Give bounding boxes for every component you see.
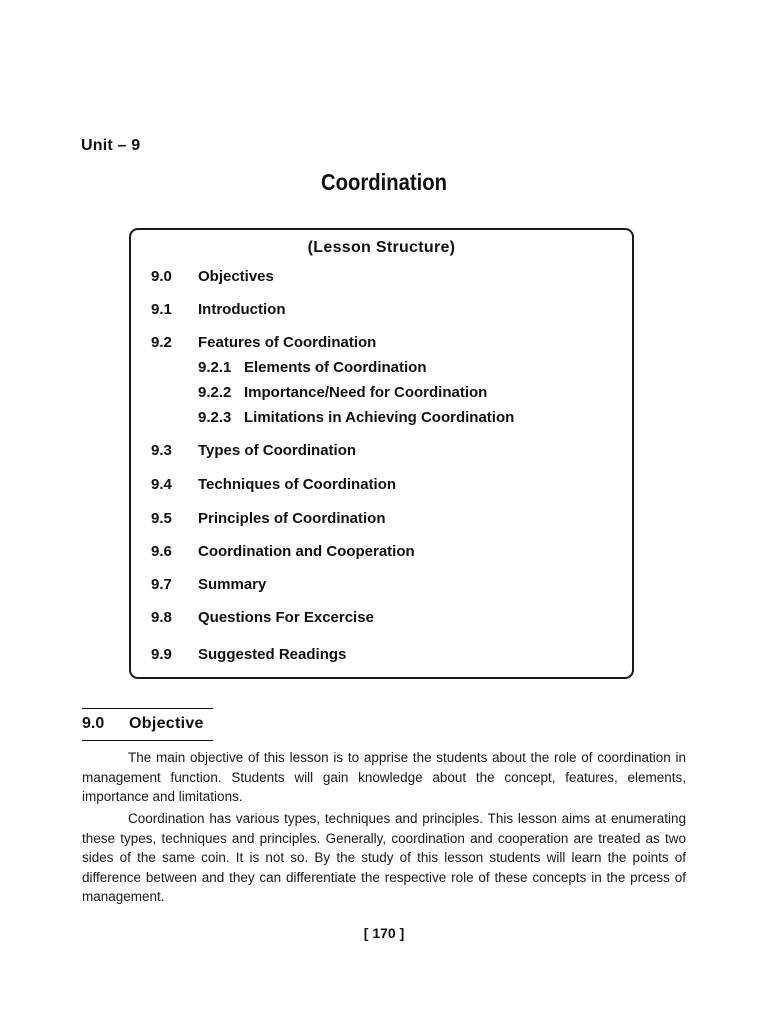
toc-item-label: Summary <box>198 576 267 593</box>
page-title: Coordination <box>321 169 447 195</box>
toc-item-label: Questions For Excercise <box>198 609 374 626</box>
lesson-structure-heading: (Lesson Structure) <box>307 239 456 256</box>
toc-item-number: 9.7 <box>151 576 172 593</box>
toc-item-number: 9.2.3 <box>198 409 232 426</box>
toc-item-number: 9.8 <box>151 609 172 626</box>
page-number: [ 170 ] <box>363 925 405 941</box>
section-number: 9.0 <box>82 715 105 732</box>
toc-item-number: 9.1 <box>151 301 172 318</box>
toc-item-label: Suggested Readings <box>198 646 347 663</box>
toc-item-label: Limitations in Achieving Coordination <box>244 409 515 426</box>
objective-paragraph-1: The main objective of this lesson is to apprise the students about the role of coordination in management function. Students will gain knowledge about the concept, features, elements, importance and limitations. <box>82 750 686 804</box>
toc-item-label: Elements of Coordination <box>244 359 427 376</box>
toc-item-label: Features of Coordination <box>198 334 377 351</box>
toc-item-label: Coordination and Cooperation <box>198 543 415 560</box>
lesson-structure-box <box>129 228 634 679</box>
toc-item-label: Importance/Need for Coordination <box>244 384 488 401</box>
toc-item-number: 9.5 <box>151 510 172 527</box>
toc-item-number: 9.2.2 <box>198 384 232 401</box>
toc-item-label: Introduction <box>198 301 286 318</box>
toc-item-number: 9.3 <box>151 442 172 459</box>
toc-item-number: 9.2.1 <box>198 359 232 376</box>
section-title: Objective <box>129 715 204 732</box>
toc-item-number: 9.9 <box>151 646 172 663</box>
toc-item-number: 9.6 <box>151 543 172 560</box>
unit-label: Unit – 9 <box>81 137 141 154</box>
toc-item-label: Objectives <box>198 268 274 285</box>
objective-section-heading <box>82 708 213 741</box>
objective-paragraph-2: Coordination has various types, techniques and principles. This lesson aims at enumerating these types, techniques and principles. Generally, coordination and cooperation are treated as two sides of the same coin. It is not so. By the study of this lesson students will learn the points of difference between and they can differentiate the respective role of these concepts in the prcess of management. <box>82 811 686 904</box>
toc-item-label: Principles of Coordination <box>198 510 386 527</box>
toc-item-number: 9.0 <box>151 268 172 285</box>
toc-item-number: 9.2 <box>151 334 172 351</box>
toc-item-label: Techniques of Coordination <box>198 476 397 493</box>
toc-item-number: 9.4 <box>151 476 172 493</box>
toc-item-label: Types of Coordination <box>198 442 357 459</box>
